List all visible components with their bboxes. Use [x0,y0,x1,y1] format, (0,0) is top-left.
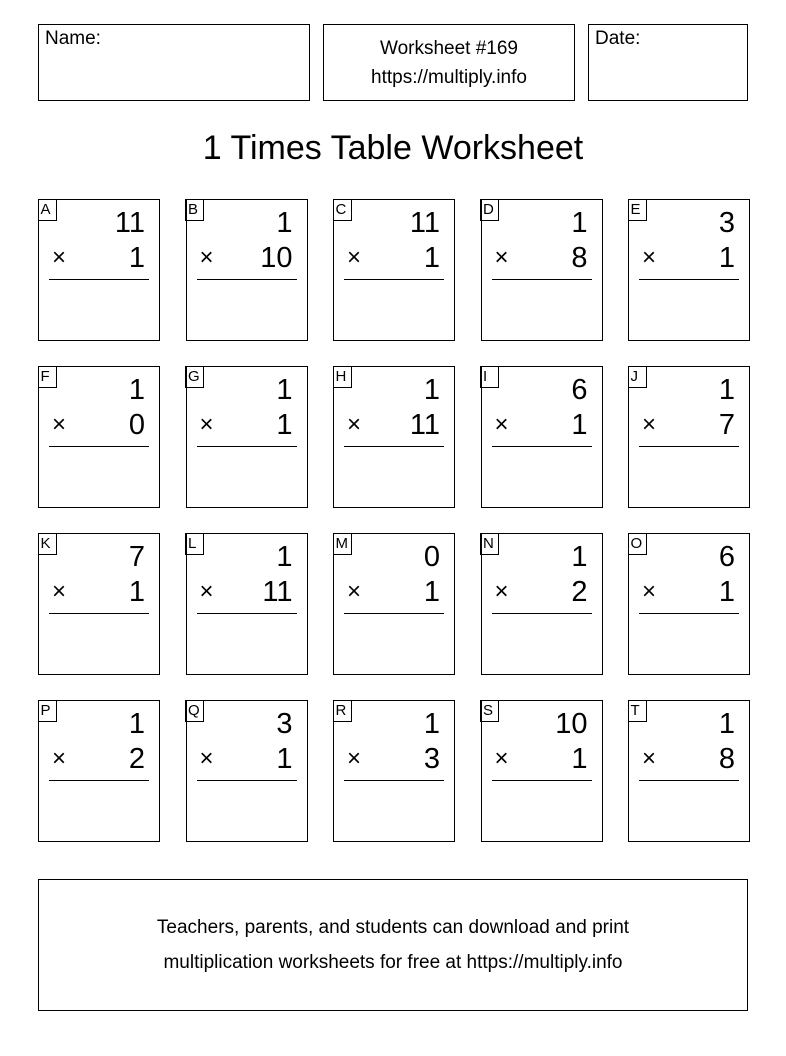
times-sign: × [347,244,362,271]
worksheet-info-box [323,24,575,101]
problem-letter: I [480,366,499,388]
footer-line-2: multiplication worksheets for free at https://multiply.info [163,952,623,973]
problem-card[interactable] [628,366,750,508]
multiplicand: 1 [128,374,145,406]
multiplier: 1 [718,576,735,608]
problem-card[interactable] [628,700,750,842]
multiplier: 8 [718,743,735,775]
footer-line-1: Teachers, parents, and students can download and print [156,917,630,938]
problem-letter: D [480,199,499,221]
problem-letter: S [480,700,499,722]
problem-card[interactable] [186,199,308,341]
multiplicand: 1 [718,374,735,406]
problem-card[interactable] [481,700,603,842]
answer-line [639,279,739,280]
answer-line [197,446,297,447]
times-sign: × [642,244,657,271]
multiplier: 11 [262,576,293,608]
times-sign: × [199,745,214,772]
multiplicand: 6 [571,374,588,406]
answer-line [492,279,592,280]
multiplier: 1 [423,576,440,608]
multiplier: 2 [128,743,145,775]
answer-line [197,279,297,280]
problem-card[interactable] [38,199,160,341]
worksheet-url: https://multiply.info [371,66,527,88]
date-label: Date: [595,28,641,49]
times-sign: × [347,578,362,605]
problem-letter: H [333,366,352,388]
multiplier: 2 [571,576,588,608]
problem-letter: K [38,533,57,555]
multiplier: 8 [571,242,588,274]
problem-card[interactable] [333,533,455,675]
problem-letter: N [480,533,499,555]
page-title: 1 Times Table Worksheet [202,129,584,167]
name-label: Name: [45,28,101,49]
answer-line [197,613,297,614]
multiplicand: 1 [276,374,293,406]
times-sign: × [494,578,509,605]
multiplier: 1 [571,409,588,441]
problem-card[interactable] [186,366,308,508]
answer-line [492,446,592,447]
multiplicand: 3 [718,207,735,239]
problem-letter: Q [185,700,204,722]
multiplicand: 1 [276,207,293,239]
answer-line [344,446,444,447]
multiplicand: 3 [276,708,293,740]
problem-letter: E [628,199,647,221]
times-sign: × [494,244,509,271]
times-sign: × [52,411,67,438]
multiplicand: 11 [409,207,440,239]
multiplier: 11 [409,409,440,441]
times-sign: × [199,411,214,438]
multiplicand: 1 [571,541,588,573]
multiplicand: 11 [114,207,145,239]
multiplier: 1 [128,242,145,274]
problem-card[interactable] [186,700,308,842]
times-sign: × [642,578,657,605]
answer-line [344,613,444,614]
problem-card[interactable] [628,199,750,341]
multiplicand: 10 [555,708,588,740]
multiplicand: 1 [423,374,440,406]
answer-line [344,780,444,781]
times-sign: × [199,578,214,605]
answer-line [344,279,444,280]
times-sign: × [52,578,67,605]
times-sign: × [642,745,657,772]
problem-card[interactable] [481,199,603,341]
problem-letter: A [38,199,57,221]
multiplicand: 1 [128,708,145,740]
problem-letter: F [38,366,57,388]
name-field-box[interactable] [38,24,310,101]
problem-card[interactable] [628,533,750,675]
problem-letter: J [628,366,647,388]
times-sign: × [52,244,67,271]
multiplier: 7 [718,409,735,441]
multiplicand: 7 [128,541,145,573]
problem-card[interactable] [38,700,160,842]
multiplier: 1 [423,242,440,274]
problem-grid [38,199,750,842]
multiplier: 1 [571,743,588,775]
times-sign: × [52,745,67,772]
multiplicand: 1 [718,708,735,740]
multiplicand: 1 [423,708,440,740]
answer-line [639,613,739,614]
problem-letter: B [185,199,204,221]
multiplier: 10 [260,242,293,274]
times-sign: × [199,244,214,271]
multiplicand: 0 [423,541,440,573]
date-field-box[interactable] [588,24,748,101]
answer-line [49,446,149,447]
answer-line [492,613,592,614]
problem-card[interactable] [38,533,160,675]
multiplicand: 1 [571,207,588,239]
footer-box [38,879,748,1011]
multiplier: 0 [128,409,145,441]
problem-letter: L [185,533,204,555]
answer-line [639,446,739,447]
worksheet-number: Worksheet #169 [379,37,518,59]
times-sign: × [347,745,362,772]
problem-card[interactable] [481,366,603,508]
problem-letter: R [333,700,352,722]
multiplier: 3 [423,743,440,775]
problem-card[interactable] [481,533,603,675]
times-sign: × [347,411,362,438]
answer-line [492,780,592,781]
problem-letter: O [628,533,647,555]
times-sign: × [642,411,657,438]
problem-letter: C [333,199,352,221]
multiplicand: 1 [276,541,293,573]
multiplier: 1 [276,743,293,775]
answer-line [49,279,149,280]
problem-letter: T [628,700,647,722]
multiplier: 1 [128,576,145,608]
multiplicand: 6 [718,541,735,573]
answer-line [49,780,149,781]
problem-letter: M [333,533,352,555]
times-sign: × [494,411,509,438]
answer-line [197,780,297,781]
multiplier: 1 [718,242,735,274]
problem-card[interactable] [333,700,455,842]
problem-card[interactable] [333,199,455,341]
times-sign: × [494,745,509,772]
problem-card[interactable] [38,366,160,508]
multiplier: 1 [276,409,293,441]
answer-line [639,780,739,781]
answer-line [49,613,149,614]
problem-letter: P [38,700,57,722]
problem-card[interactable] [186,533,308,675]
problem-letter: G [185,366,204,388]
problem-card[interactable] [333,366,455,508]
